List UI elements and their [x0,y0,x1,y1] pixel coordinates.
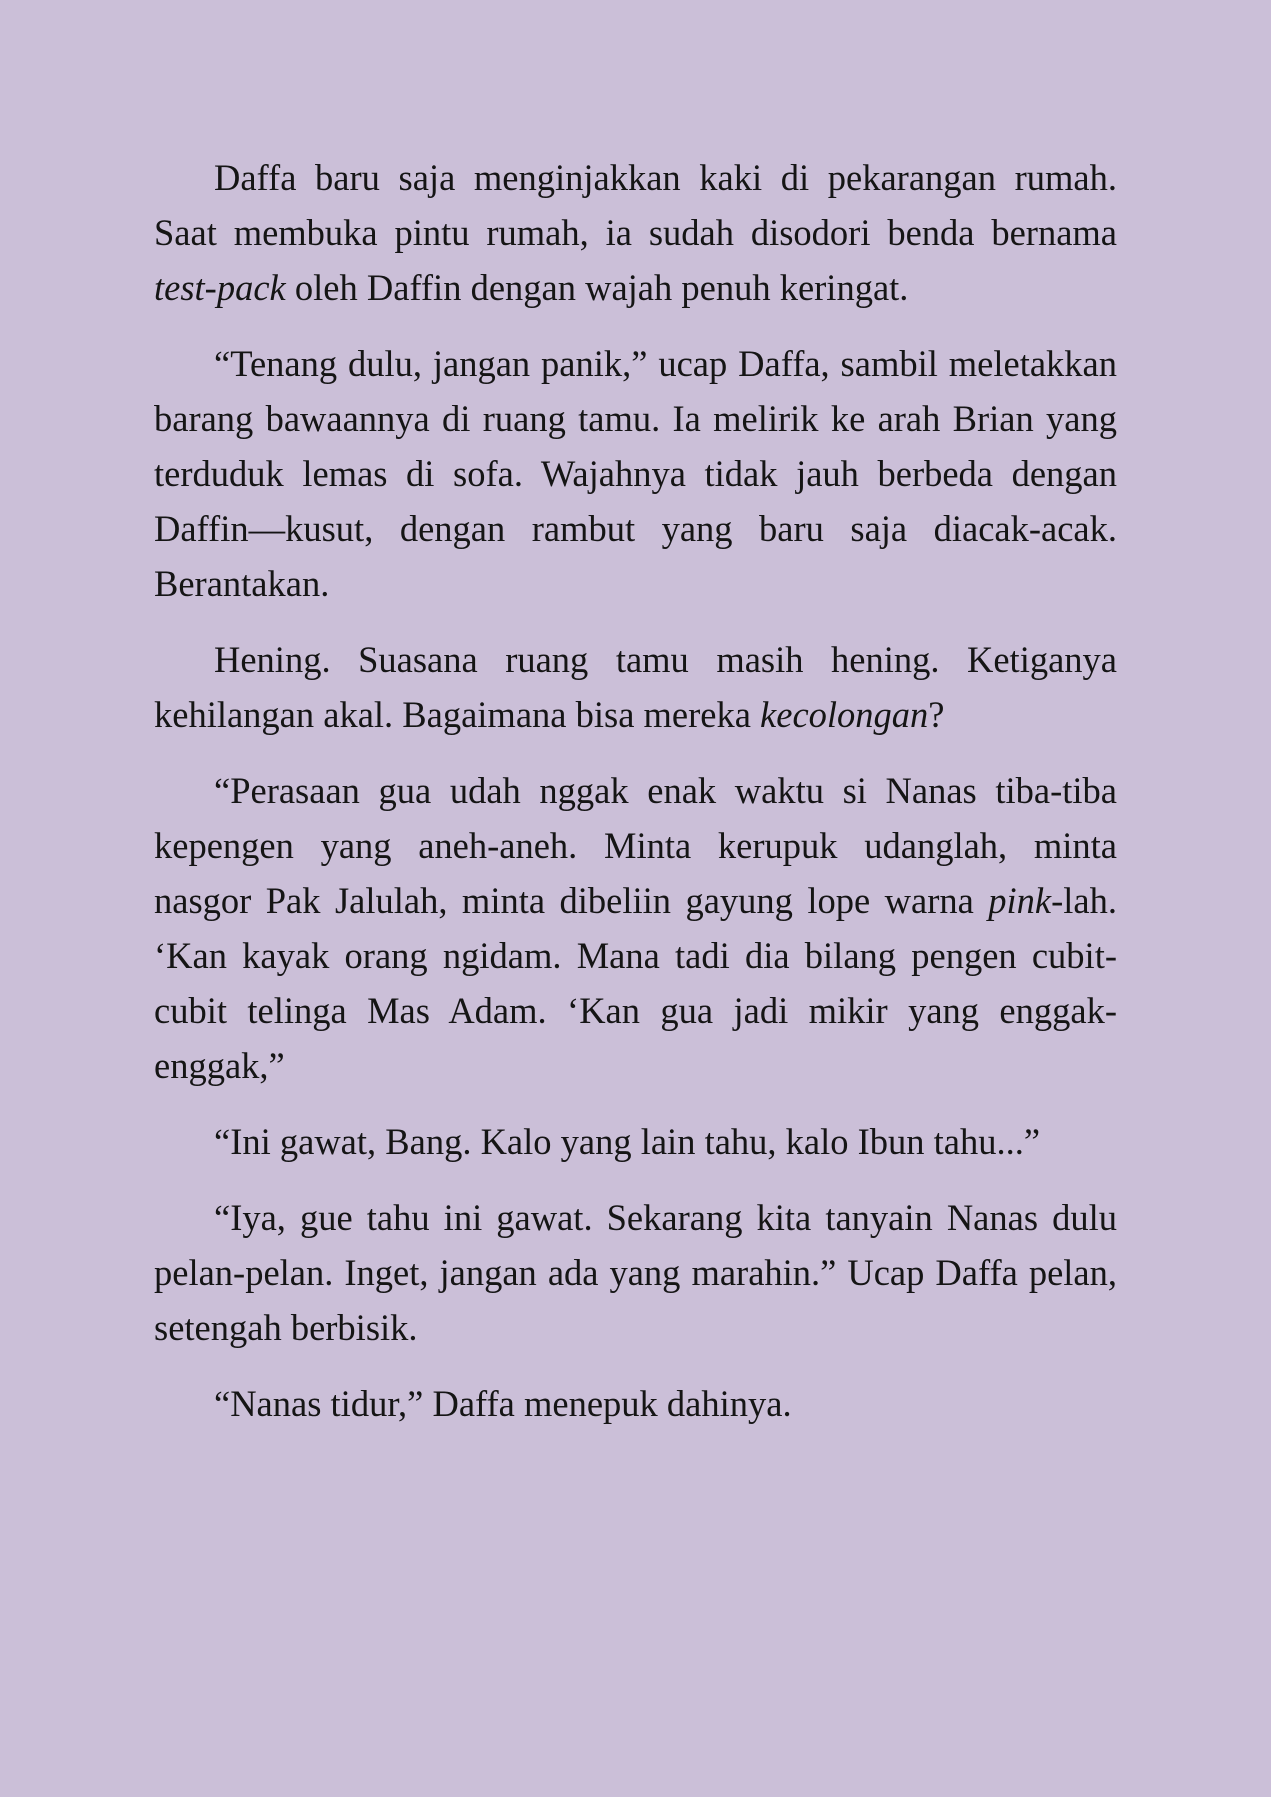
paragraph-7-text-1: “Nanas tidur,” Daffa menepuk dahinya. [214,1383,792,1424]
paragraph-3 [154,632,1117,742]
paragraph-4-italic-pink: pink [988,880,1052,921]
paragraph-6-text-1: “Iya, gue tahu ini gawat. Sekarang kita tanyain Nanas dulu pelan-pelan. Inget, jangan ada yang marahin.” Ucap Daffa pelan, setengah berbisik. [154,1197,1117,1348]
paragraph-4-text-2: -lah. ‘Kan kayak orang ngidam. Mana tadi dia bilang pengen cubit-cubit telinga Mas Adam. ‘Kan gua jadi mikir yang enggak-enggak,” [154,880,1117,1086]
paragraph-1-text-2: oleh Daffin dengan wajah penuh keringat. [285,267,909,308]
paragraph-3-italic-kecolongan: kecolongan [760,694,929,735]
paragraph-7 [154,1376,1117,1431]
paragraph-3-text-1: Hening. Suasana ruang tamu masih hening. Ketiganya kehilangan akal. Bagaimana bisa mereka [154,639,1117,735]
paragraph-6 [154,1190,1117,1355]
paragraph-1-italic-test-pack: test-pack [154,267,286,308]
paragraph-1 [154,150,1117,315]
paragraph-1-text-1: Daffa baru saja menginjakkan kaki di pekarangan rumah. Saat membuka pintu rumah, ia sudah disodori benda bernama [154,157,1117,253]
paragraph-2 [154,336,1117,611]
paragraph-5 [154,1114,1117,1169]
paragraph-2-text-1: “Tenang dulu, jangan panik,” ucap Daffa, sambil meletakkan barang bawaannya di ruang tamu. Ia melirik ke arah Brian yang terduduk lemas di sofa. Wajahnya tidak jauh berbeda dengan Daffin—kusut, dengan rambut yang baru saja diacak-acak. Berantakan. [154,343,1117,604]
paragraph-4 [154,763,1117,1093]
paragraph-4-text-1: “Perasaan gua udah nggak enak waktu si Nanas tiba-tiba kepengen yang aneh-aneh. Minta kerupuk udanglah, minta nasgor Pak Jalulah, minta dibeliin gayung lope warna [154,770,1117,921]
paragraph-3-text-2: ? [928,694,945,735]
paragraph-5-text-1: “Ini gawat, Bang. Kalo yang lain tahu, kalo Ibun tahu...” [214,1121,1041,1162]
